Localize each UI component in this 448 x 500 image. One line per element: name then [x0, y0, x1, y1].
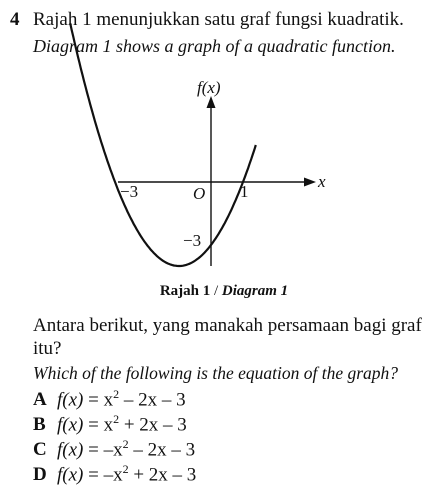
origin-label: O — [193, 184, 206, 203]
option-lhs: f(x) — [57, 414, 84, 436]
option-letter: A — [33, 389, 47, 411]
option-exponent: 2 — [113, 412, 120, 426]
caption-separator: / — [210, 283, 222, 299]
option-b[interactable] — [33, 412, 187, 436]
option-rhs-post: – 2x – 3 — [119, 389, 186, 411]
option-rhs-pre: = x — [83, 389, 114, 411]
x-intercept-right-label: 1 — [240, 182, 249, 201]
option-d[interactable] — [33, 462, 196, 486]
option-lhs: f(x) — [57, 464, 84, 486]
x-axis-label: x — [318, 172, 326, 191]
option-exponent: 2 — [113, 387, 120, 401]
option-lhs: f(x) — [57, 389, 84, 411]
y-intercept-label: −3 — [183, 231, 202, 250]
x-axis-arrow — [304, 178, 316, 187]
option-rhs-pre: = –x — [83, 464, 123, 486]
y-axis-arrow — [207, 96, 216, 108]
option-lhs: f(x) — [57, 439, 84, 461]
option-rhs-post: + 2x – 3 — [119, 414, 187, 436]
option-rhs-pre: = x — [83, 414, 114, 436]
option-a[interactable] — [33, 387, 186, 411]
caption-malay: Rajah 1 — [159, 283, 211, 299]
caption-english: Diagram 1 — [221, 283, 289, 299]
option-letter: C — [33, 439, 47, 461]
question-prompt-english: Which of the following is the equation of the graph? — [33, 363, 399, 383]
option-letter: D — [33, 464, 47, 486]
diagram-caption — [0, 283, 448, 300]
question-number: 4 — [10, 9, 20, 30]
option-rhs-pre: = –x — [83, 439, 123, 461]
option-letter: B — [33, 414, 46, 436]
question-prompt-malay: Antara berikut, yang manakah persamaan bagi graf itu? — [33, 315, 422, 359]
option-c[interactable] — [33, 437, 195, 461]
y-axis-label: f(x) — [197, 78, 221, 97]
option-exponent: 2 — [122, 437, 129, 451]
option-rhs-post: – 2x – 3 — [128, 439, 196, 461]
option-exponent: 2 — [122, 462, 129, 476]
option-rhs-post: + 2x – 3 — [128, 464, 197, 486]
x-intercept-left-label: −3 — [120, 182, 139, 201]
question-stem-english: Diagram 1 shows a graph of a quadratic function. — [33, 36, 396, 56]
parabola-curve — [70, 23, 256, 266]
question-stem-malay: Rajah 1 menunjukkan satu graf fungsi kuadratik. — [33, 9, 404, 30]
